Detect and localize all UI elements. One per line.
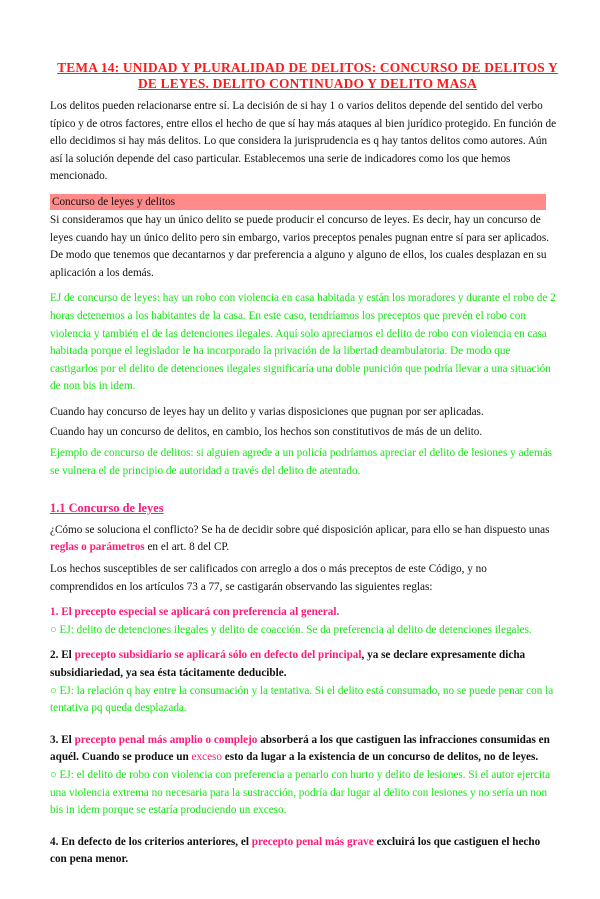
delitos-definition: Cuando hay un concurso de delitos, en cambio, los hechos son constitutivos de más de un delito. (50, 425, 483, 438)
rule-1-example: ○ EJ: delito de detenciones ilegales y delito de coacción. Se da preferencia al delito de detenciones ilegales. (50, 623, 532, 636)
rule-4 (50, 834, 558, 869)
rule-2-example: ○ EJ: la relación q hay entre la consumación y la tentativa. Si el delito está consumado, no se puede penar con la tentativa pq queda desplazada. (50, 684, 554, 715)
hechos-paragraph: Los hechos susceptibles de ser calificados con arreglo a dos o más preceptos de este Código, y no comprendidos en los artículos 73 a 77, se castigarán observando las siguientes reglas: (50, 563, 487, 593)
rule-text: excluirá los que castiguen el hecho con pena menor. (50, 835, 541, 866)
rule-emphasis: precepto penal más amplio o complejo (74, 733, 258, 746)
rule-3-example: ○ EJ: el delito de robo con violencia con preferencia a penarlo con hurto y delito de lesiones. Si el autor ejercita una violencia extrema no necesaria para la sustracción, podría dar lugar al delito con lesiones y no sería un non bis in idem porque se estaría produciendo un exceso. (50, 769, 551, 817)
section-heading-1-1: 1.1 Concurso de leyes (50, 501, 164, 516)
rule-number: 2. (50, 649, 62, 662)
rule-number: 4. (50, 835, 62, 848)
highlighted-heading: Concurso de leyes y delitos (50, 194, 546, 210)
como-text-c: en el art. 8 del CP. (144, 541, 230, 554)
rule-2 (50, 647, 558, 682)
rule-text: , ya se declare expresamente dicha subsidiariedad, ya sea ésta tácitamente deducible. (50, 649, 526, 680)
rule-text: El (61, 733, 75, 746)
concurso-leyes-example: EJ de concurso de leyes: hay un robo con violencia en casa habitada y están los moradores y durante el robo de 2 horas detenemos a los habitantes de la casa. En este caso, tendríamos los preceptos que prevén el robo con violencia y también el de las detenciones ilegales. Aquí solo apreciamos el delito de robo con violencia en casa habitada porque el legislador le ha incorporado la privación de la libertad deambulatoria. De modo que castigarlos por el delito de detenciones ilegales significaría una doble punición que podría llevar a una situación de non bis in idem. (50, 292, 556, 393)
rule-number: 1. (50, 606, 62, 619)
concurso-delitos-example: Ejemplo de concurso de delitos: si alguien agrede a un policía podríamos apreciar el delito de lesiones y además se vulnera el de principio de autoridad a través del delito de atentado. (50, 447, 553, 477)
rule-text: En defecto de los criterios anteriores, el (61, 835, 252, 848)
rule-text: El (61, 649, 75, 662)
rule-emphasis: exceso (191, 751, 222, 764)
rule-emphasis: precepto penal más grave (251, 835, 374, 848)
intro-paragraph: Los delitos pueden relacionarse entre sí. La decisión de si hay 1 o varios delitos depende del sentido del verbo típico y de otros factores, entre ellos el hecho de que sí hay más ataques al bien jurídico protegido. En función de ello decidimos si hay más delitos. Lo que considera la jurisprudencia es q hay tantos delitos como autores. Aún así la solución depende del caso particular. Establecemos una serie de indicadores como los que hemos mencionado. (50, 100, 557, 183)
concurso-leyes-paragraph: Si consideramos que hay un único delito se puede producir el concurso de leyes. Es decir, hay un concurso de leyes cuando hay un único delito pero sin embargo, varios preceptos penales pugnan entre sí para ser aplicados. De modo que tenemos que decantarnos y dar preferencia a alguno y alguno de ellos, los cuales desplazan en su aplicación a los demás. (50, 213, 550, 279)
como-text-emphasis: reglas o parámetros (50, 541, 145, 554)
rule-emphasis: precepto subsidiario se aplicará sólo en defecto del principal (74, 649, 362, 662)
como-paragraph (50, 522, 558, 557)
rule-1 (50, 604, 558, 622)
rule-text: absorberá a los que castiguen las infracciones consumidas en aquél. Cuando se produce un (50, 733, 550, 764)
como-text-a: ¿Cómo se soluciona el conflicto? Se ha de decidir sobre qué disposición aplicar, para ello se han dispuesto unas (50, 523, 550, 536)
rule-number: 3. (50, 733, 62, 746)
leyes-definition: Cuando hay concurso de leyes hay un delito y varias disposiciones que pugnan por ser aplicadas. (50, 405, 484, 418)
rule-3 (50, 732, 558, 767)
rule-text: esto da lugar a la existencia de un concurso de delitos, no de leyes. (222, 751, 539, 764)
document-title: TEMA 14: UNIDAD Y PLURALIDAD DE DELITOS: CONCURSO DE DELITOS Y DE LEYES. DELITO CONTINUADO Y DELITO MASA (57, 60, 558, 91)
rule-text: El precepto especial se aplicará con preferencia al general. (61, 606, 340, 619)
